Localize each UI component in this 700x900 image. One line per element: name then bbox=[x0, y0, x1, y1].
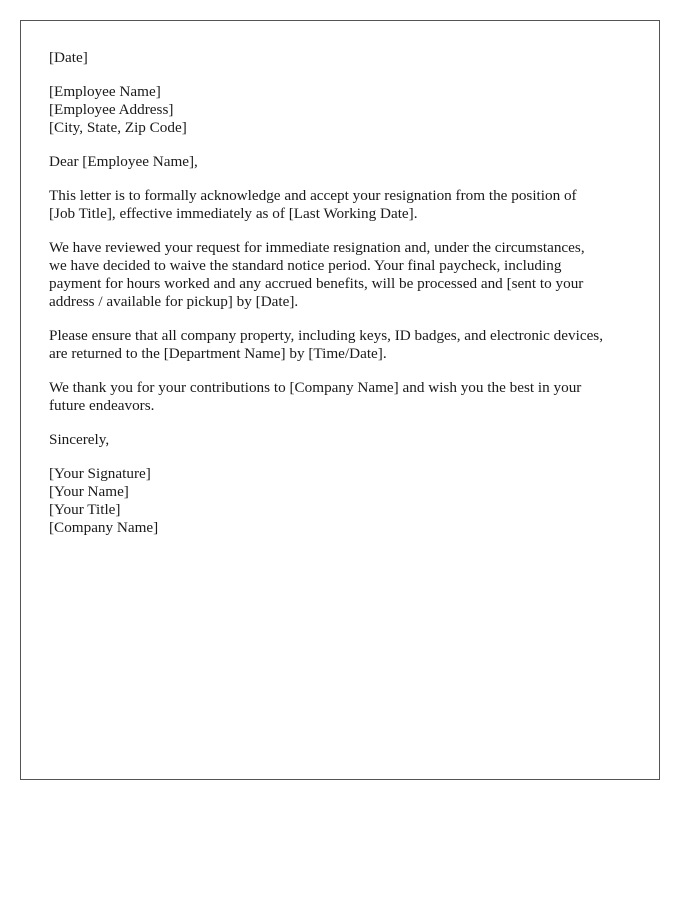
paragraph-line: we have decided to waive the standard notice period. Your final paycheck, including bbox=[49, 257, 562, 274]
signature-block bbox=[49, 465, 641, 537]
signature-placeholder: [Your Signature] bbox=[49, 465, 151, 482]
paragraph-line: We thank you for your contributions to [Company Name] and wish you the best in your bbox=[49, 379, 582, 396]
paragraph-line: address / available for pickup] by [Date]. bbox=[49, 293, 299, 310]
paragraph-line: This letter is to formally acknowledge and accept your resignation from the position of bbox=[49, 187, 577, 204]
sender-title: [Your Title] bbox=[49, 501, 121, 518]
letter-date: [Date] bbox=[49, 49, 88, 66]
salutation-block bbox=[49, 153, 641, 171]
recipient-city-state-zip: [City, State, Zip Code] bbox=[49, 119, 187, 136]
paragraph-line: are returned to the [Department Name] by [Time/Date]. bbox=[49, 345, 387, 362]
salutation: Dear [Employee Name], bbox=[49, 153, 198, 170]
closing-block bbox=[49, 431, 641, 449]
paragraph-line: future endeavors. bbox=[49, 397, 155, 414]
sender-name: [Your Name] bbox=[49, 483, 129, 500]
sender-company: [Company Name] bbox=[49, 519, 159, 536]
paragraph-line: [Job Title], effective immediately as of [Last Working Date]. bbox=[49, 205, 418, 222]
body-paragraph-notice-waiver bbox=[49, 239, 641, 311]
letter-body bbox=[49, 49, 641, 537]
recipient-address-block bbox=[49, 83, 641, 137]
body-paragraph-company-property bbox=[49, 327, 641, 363]
letter-date-block bbox=[49, 49, 641, 67]
paragraph-line: payment for hours worked and any accrued benefits, will be processed and [sent to your bbox=[49, 275, 584, 292]
body-paragraph-thanks bbox=[49, 379, 641, 415]
letter-page bbox=[20, 20, 660, 780]
recipient-address: [Employee Address] bbox=[49, 101, 174, 118]
closing: Sincerely, bbox=[49, 431, 110, 448]
body-paragraph-acknowledgement bbox=[49, 187, 641, 223]
paragraph-line: Please ensure that all company property, including keys, ID badges, and electronic devices, bbox=[49, 327, 604, 344]
paragraph-line: We have reviewed your request for immediate resignation and, under the circumstances, bbox=[49, 239, 585, 256]
recipient-name: [Employee Name] bbox=[49, 83, 161, 100]
